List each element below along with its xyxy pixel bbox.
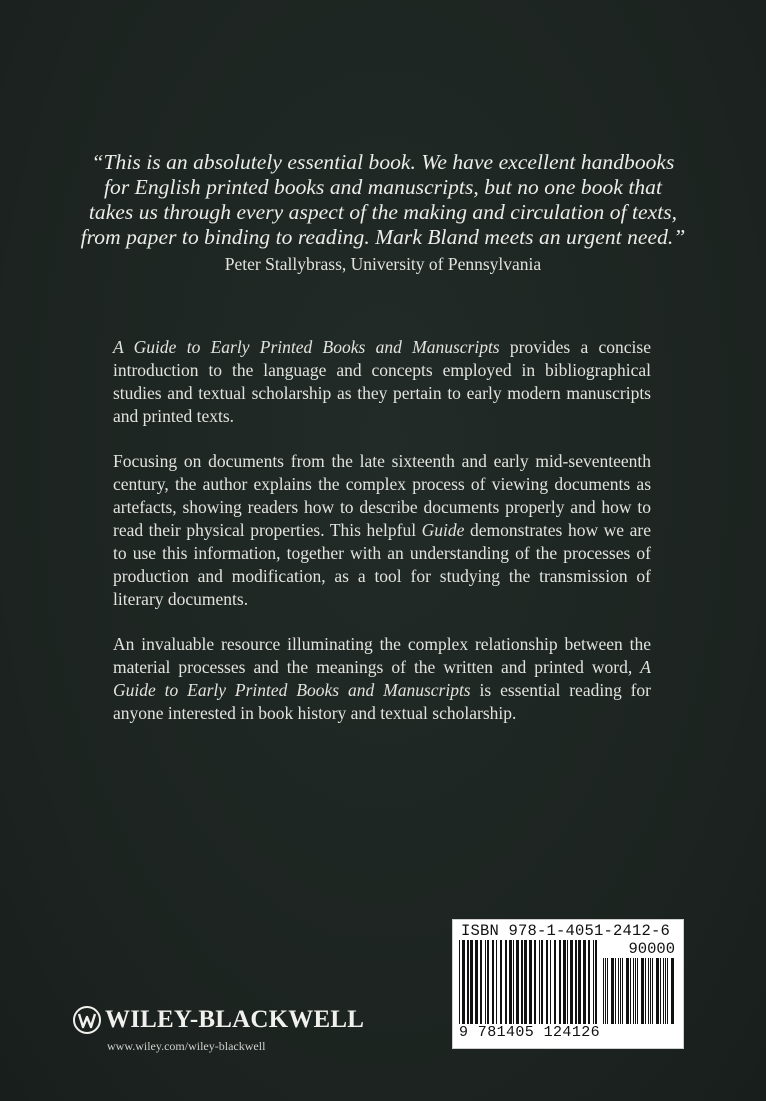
ean-barcode-bars (459, 940, 601, 1024)
price-code: 90000 (628, 940, 675, 958)
publisher-logo (72, 1005, 372, 1035)
blurb-paragraph-3-text-b: is essential reading for anyone interested in book history and textual scholarship. (113, 680, 651, 723)
isbn-label: ISBN 978-1-4051-2412-6 (461, 922, 671, 940)
blurb (113, 336, 651, 747)
endorsement-quote: “This is an absolutely essential book. We have excellent handbooks for English printed books and manuscripts, but no one book that takes us through every aspect of the making and circulation of texts, from paper to binding to reading. Mark Bland meets an urgent need.” (80, 150, 686, 249)
blurb-paragraph-2 (113, 450, 651, 611)
publisher-name: WILEY-BLACKWELL (105, 1006, 365, 1033)
blurb-paragraph-1-text: provides a concise introduction to the language and concepts employed in bibliographical studies and textual scholarship as they pertain to early modern manuscripts and printed texts. (113, 337, 651, 426)
blurb-paragraph-1 (113, 336, 651, 428)
blurb-paragraph-3-text-a: An invaluable resource illuminating the complex relationship between the material processes and the meanings of the written and printed word, (113, 634, 651, 677)
endorsement-attribution: Peter Stallybrass, University of Pennsylvania (224, 254, 542, 274)
blurb-paragraph-3 (113, 633, 651, 725)
guide-italic: Guide (421, 520, 465, 540)
publisher-url: www.wiley.com/wiley-blackwell (107, 1039, 266, 1053)
blurb-paragraph-2-text-a: Focusing on documents from the late sixteenth and early mid-seventeenth century, the author explains the complex process of viewing documents as artefacts, showing readers how to describe documents properly and how to read their physical properties. This helpful (113, 451, 651, 540)
endorsement-block (80, 150, 686, 275)
wiley-w-seal-icon (72, 1005, 102, 1035)
blurb-paragraph-2-text-b: demonstrates how we are to use this information, together with an understanding of the processes of production and modification, as a tool for studying the transmission of literary documents. (113, 520, 651, 609)
barcode-digits: 9 781405 124126 (459, 1024, 601, 1041)
publisher-imprint (72, 1005, 372, 1054)
book-title-italic: A Guide to Early Printed Books and Manuscripts (113, 337, 500, 357)
addon-barcode-bars (603, 958, 677, 1024)
isbn-barcode (452, 919, 684, 1049)
book-title-italic-2: A Guide to Early Printed Books and Manuscripts (113, 657, 651, 700)
